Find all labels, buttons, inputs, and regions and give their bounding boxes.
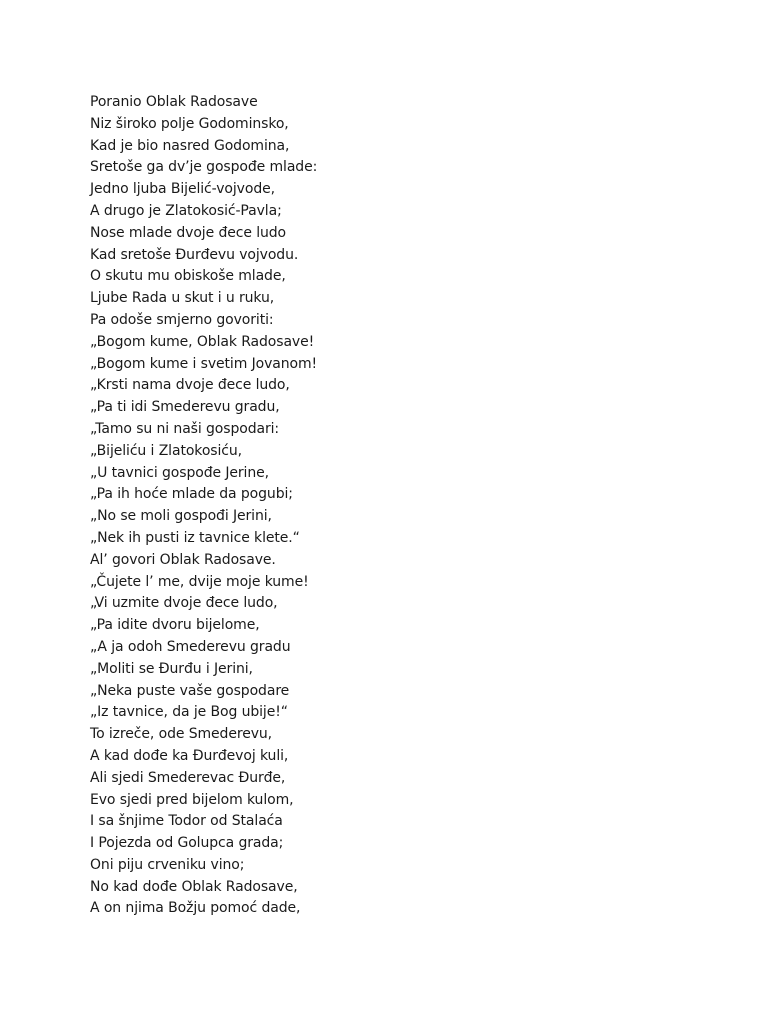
poem-line: „Tamo su ni naši gospodari: [90, 420, 280, 437]
poem-text [90, 92, 317, 920]
poem-line: Kad je bio nasred Godomina, [90, 137, 290, 154]
poem-line: A on njima Božju pomoć dade, [90, 900, 301, 917]
poem-line: No kad dođe Oblak Radosave, [90, 878, 298, 895]
poem-line: „Krsti nama dvoje đece ludo, [90, 377, 290, 394]
poem-line: Pa odoše smjerno govoriti: [90, 311, 274, 328]
poem-line: I sa šnjime Todor od Stalaća [90, 813, 283, 830]
poem-line: Niz široko polje Godominsko, [90, 115, 289, 132]
poem-line: Evo sjedi pred bijelom kulom, [90, 791, 294, 808]
poem-line: „Bogom kume i svetim Jovanom! [90, 355, 318, 372]
poem-line: „No se moli gospođi Jerini, [90, 508, 272, 525]
poem-line: „Vi uzmite dvoje đece ludo, [90, 595, 278, 612]
poem-line: „Pa ih hoće mlade da pogubi; [90, 486, 293, 503]
poem-line: Al’ govori Oblak Radosave. [90, 551, 276, 568]
poem-line: Ali sjedi Smederevac Đurđe, [90, 769, 286, 786]
poem-line: O skutu mu obiskoše mlade, [90, 268, 286, 285]
poem-line: A drugo je Zlatokosić-Pavla; [90, 202, 282, 219]
poem-line: Sretoše ga dv’je gospođe mlade: [90, 159, 318, 176]
poem-line: A kad dođe ka Đurđevoj kuli, [90, 747, 289, 764]
poem-line: „Pa idite dvoru bijelome, [90, 617, 260, 634]
poem-line: „Bijeliću i Zlatokosiću, [90, 442, 242, 459]
poem-line: Nose mlade dvoje đece ludo [90, 224, 287, 241]
poem-line: Ljube Rada u skut i u ruku, [90, 290, 275, 307]
poem-line: „U tavnici gospođe Jerine, [90, 464, 269, 481]
poem-line: „A ja odoh Smederevu gradu [90, 638, 291, 655]
poem-line: „Nek ih pusti iz tavnice klete.“ [90, 529, 300, 546]
poem-line: Jedno ljuba Bijelić-vojvode, [90, 181, 275, 198]
poem-line: „Moliti se Đurđu i Jerini, [90, 660, 253, 677]
poem-line: „Bogom kume, Oblak Radosave! [90, 333, 315, 350]
poem-line: To izreče, ode Smederevu, [90, 726, 273, 743]
poem-line: „Pa ti idi Smederevu gradu, [90, 399, 280, 416]
poem-line: „Iz tavnice, da je Bog ubije!“ [90, 704, 288, 721]
poem-line: I Pojezda od Golupca grada; [90, 835, 284, 852]
poem-line: „Čujete l’ me, dvije moje kume! [90, 573, 309, 590]
poem-line: „Neka puste vaše gospodare [90, 682, 290, 699]
poem-line: Oni piju crveniku vino; [90, 856, 245, 873]
poem-line: Kad sretoše Đurđevu vojvodu. [90, 246, 299, 263]
poem-line: Poranio Oblak Radosave [90, 94, 258, 110]
